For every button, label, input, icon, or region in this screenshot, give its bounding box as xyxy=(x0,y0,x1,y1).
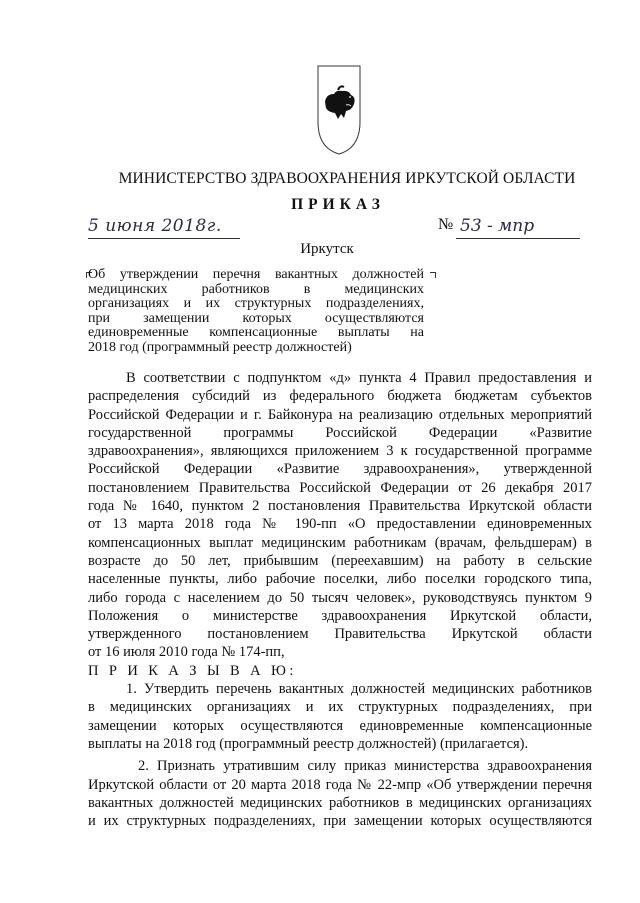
handwritten-number: 53 - мпр xyxy=(460,216,535,236)
subject-line: Об утверждении перечня вакантных должностей xyxy=(88,267,424,282)
preamble-line: возрасте до 50 лет, прибывшим (переехавшим) на работу в сельские xyxy=(88,552,592,569)
subject-line: 2018 год (программный реестр должностей) xyxy=(88,339,352,355)
document-body xyxy=(88,369,592,830)
number-field xyxy=(456,216,580,239)
city: Иркутск xyxy=(300,241,354,257)
item-2-line: 2. Признать утратившим силу приказ министерства здравоохранения xyxy=(138,758,592,775)
preamble-line: В соответствии с подпунктом «д» пункта 4 Правил предоставления и xyxy=(126,370,592,386)
item-2-paragraph xyxy=(88,757,592,830)
preamble-line: населенные пункты, либо рабочие поселки, либо поселки городского типа, xyxy=(88,571,592,588)
subject-line: единовременные компенсационные выплаты на xyxy=(88,325,424,340)
preamble-line: от 13 марта 2018 года № 190-пп «О предоставлении единовременных xyxy=(88,516,592,533)
decree-word: П Р И К А З Ы В А Ю: xyxy=(88,662,297,679)
preamble-line: Российской Федерации «Развитие здравоохранения», утвержденной xyxy=(88,461,592,478)
preamble-line: Российской Федерации и г. Байконура на реализацию отдельных мероприятий xyxy=(88,406,592,423)
preamble-line: Положения о министерстве здравоохранения Иркутской области, xyxy=(88,607,592,624)
subject-line: при замещении которых осуществляются xyxy=(88,310,424,326)
handwritten-date: 5 июня 2018г. xyxy=(88,216,222,236)
item-2-line: и их структурных подразделениях, при замещении которых осуществляются xyxy=(88,813,592,830)
item-1-line: 1. Утвердить перечень вакантных должностей медицинских работников xyxy=(126,681,592,698)
preamble-line: либо города с населением до 50 тысяч человек», руководствуясь пунктом 9 xyxy=(88,589,592,606)
item-2-line: Иркутской области от 20 марта 2018 года № 22-мпр «Об утверждении перечня xyxy=(88,776,592,793)
number-label: № xyxy=(438,216,454,233)
preamble-line: года № 1640, пунктом 2 постановления Правительства Иркутской области xyxy=(88,498,592,515)
item-1-line: в медицинских организациях и их структурных подразделениях, при xyxy=(88,699,592,716)
preamble-line: распределения субсидий из федерального бюджета бюджетам субъектов xyxy=(88,388,592,405)
date-field xyxy=(88,216,240,239)
ministry-title: МИНИСТЕРСТВО ЗДРАВООХРАНЕНИЯ ИРКУТСКОЙ ОБЛАСТИ xyxy=(118,170,576,187)
preamble-line: постановлением Правительства Российской Федерации от 26 декабря 2017 xyxy=(88,479,592,496)
preamble-line: от 16 июля 2010 года № 174-пп, xyxy=(88,644,285,661)
irkutsk-coat-of-arms-icon xyxy=(316,64,362,156)
preamble-paragraph xyxy=(88,369,592,662)
preamble-line: государственной программы Российской Федерации «Развитие xyxy=(88,424,592,441)
subject-block xyxy=(88,268,424,355)
item-1-line: замещении которых осуществляются единовременные компенсационные xyxy=(88,717,592,734)
item-2-line: вакантных должностей медицинских работников в медицинских организациях xyxy=(88,794,592,811)
subject-line: организациях и их структурных подразделениях, xyxy=(88,296,424,311)
document-type: ПРИКАЗ xyxy=(291,196,385,213)
preamble-line: здравоохранения», являющихся приложением 3 к государственной программе xyxy=(88,443,592,460)
preamble-line: компенсационных выплат медицинским работникам (врачам, фельдшерам) в xyxy=(88,534,592,551)
item-1-paragraph xyxy=(88,680,592,753)
subject-bracket-right xyxy=(430,272,436,278)
subject-line: медицинских работников в медицинских xyxy=(88,281,424,297)
item-1-line: выплаты на 2018 год (программный реестр должностей) (прилагается). xyxy=(88,735,529,752)
preamble-line: утвержденного постановлением Правительства Иркутской области xyxy=(88,626,592,643)
